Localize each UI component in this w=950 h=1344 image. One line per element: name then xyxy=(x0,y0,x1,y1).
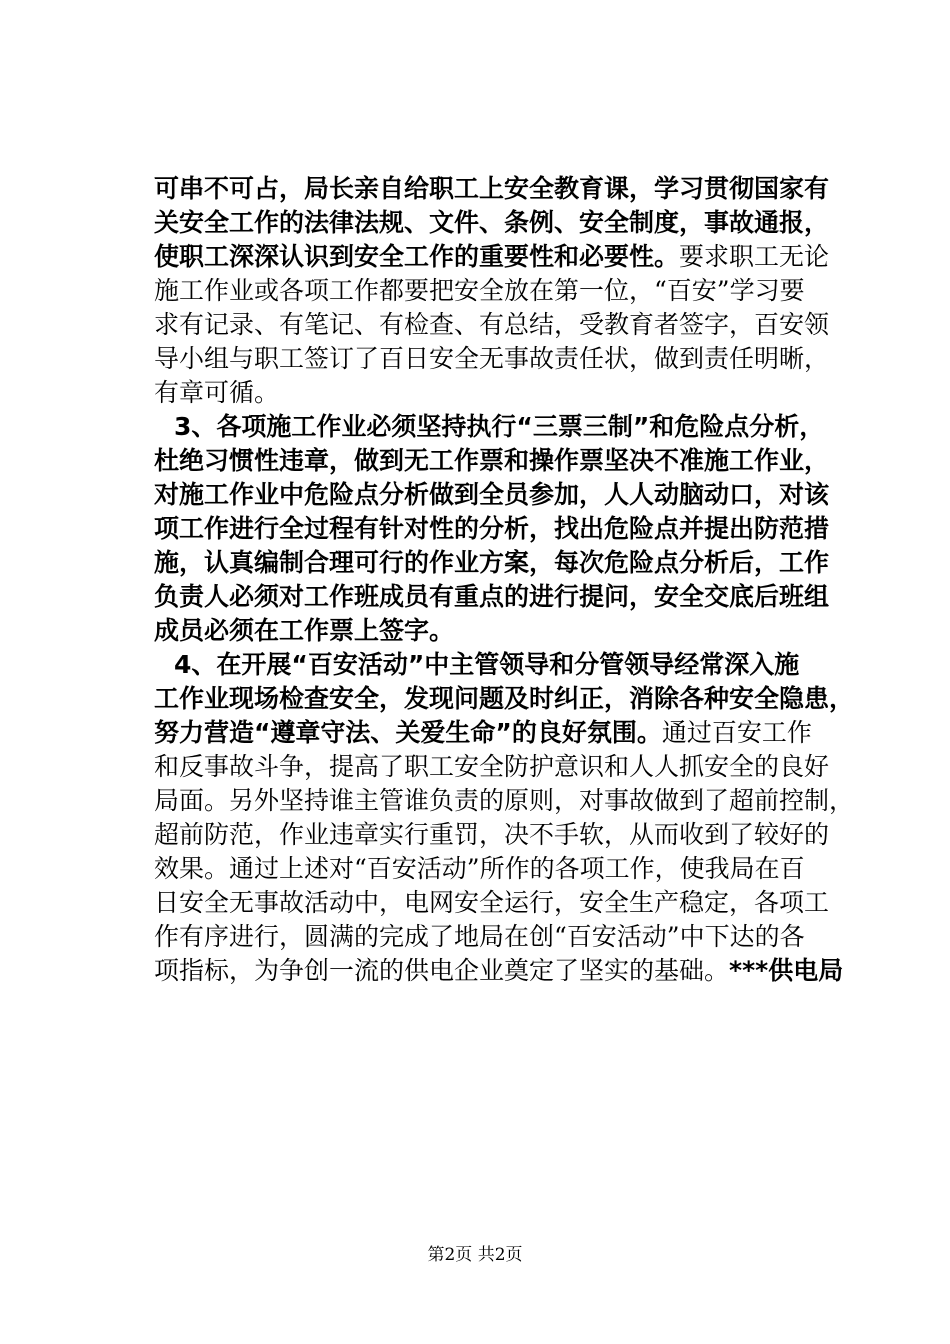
text-line: 施，认真编制合理可行的作业方案，每次危险点分析后，工作 xyxy=(154,548,830,577)
text-line: 可串不可占，局长亲自给职工上安全教育课，学习贯彻国家有 xyxy=(154,174,830,203)
text-segment: 努力营造“遵章守法、关爱生命”的良好氛围。 xyxy=(154,718,662,747)
text-line: 超前防范，作业违章实行重罚，决不手软，从而收到了较好的 xyxy=(154,820,830,849)
text-line: 求有记录、有笔记、有检查、有总结，受教育者签字，百安领 xyxy=(154,310,830,339)
text-line: 工作业现场检查安全，发现问题及时纠正，消除各种安全隐患， xyxy=(154,684,855,713)
text-line: 导小组与职工签订了百日安全无事故责任状，做到责任明晰， xyxy=(154,344,830,373)
text-line: 作有序进行，圆满的完成了地局在创“百安活动”中下达的各 xyxy=(154,922,805,951)
text-line: 关安全工作的法律法规、文件、条例、安全制度，事故通报， xyxy=(154,208,830,237)
text-line: 和反事故斗争，提高了职工安全防护意识和人人抓安全的良好 xyxy=(154,752,830,781)
text-line: 局面。另外坚持谁主管谁负责的原则，对事故做到了超前控制， xyxy=(154,786,855,815)
text-segment: 要求职工无论 xyxy=(679,242,830,271)
page-footer: 第2页 共2页 xyxy=(427,1245,523,1265)
text-line: 成员必须在工作票上签字。 xyxy=(154,616,455,645)
paragraph-3-start: 3、各项施工作业必须坚持执行“三票三制”和危险点分析， xyxy=(174,412,825,441)
paragraph-4-start: 4、在开展“百安活动”中主管领导和分管领导经常深入施 xyxy=(174,650,800,679)
text-line: 对施工作业中危险点分析做到全员参加，人人动脑动口，对该 xyxy=(154,480,830,509)
text-line: 杜绝习惯性违章，做到无工作票和操作票坚决不准施工作业， xyxy=(154,446,830,475)
text-line: 施工作业或各项工作都要把安全放在第一位，“百安”学习要 xyxy=(154,276,805,305)
signature-org: ***供电局 xyxy=(729,956,844,985)
text-line: 日安全无事故活动中，电网安全运行，安全生产稳定，各项工 xyxy=(154,888,830,917)
text-line xyxy=(154,240,854,274)
document-body xyxy=(154,172,854,988)
text-line: 负责人必须对工作班成员有重点的进行提问，安全交底后班组 xyxy=(154,582,830,611)
text-line: 效果。通过上述对“百安活动”所作的各项工作，使我局在百 xyxy=(154,854,805,883)
text-segment: 项指标，为争创一流的供电企业奠定了坚实的基础。 xyxy=(154,956,730,985)
text-line: 有章可循。 xyxy=(154,378,280,407)
text-line: 项工作进行全过程有针对性的分析，找出危险点并提出防范措 xyxy=(154,514,830,543)
text-line xyxy=(154,954,854,988)
text-segment: 通过百安工作 xyxy=(661,718,812,747)
text-line xyxy=(154,716,854,750)
text-segment: 使职工深深认识到安全工作的重要性和必要性。 xyxy=(154,242,680,271)
